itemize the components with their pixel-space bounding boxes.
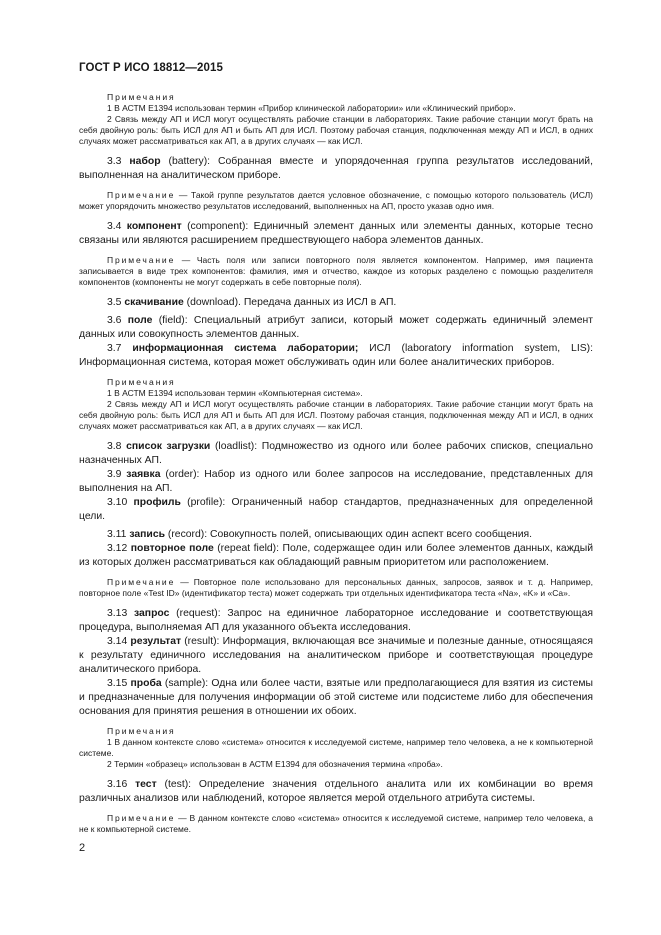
term-number: 3.3 [107, 156, 122, 167]
term-name: тест [135, 779, 157, 790]
note-label: Примечание [107, 813, 176, 823]
term-name: повторное поле [130, 543, 214, 554]
term-definition [79, 542, 593, 570]
note-text: — Повторное поле использовано для персональных данных, запросов, заявок и т. д. Например, повторное поле «Test ID» (идентификатор теста) может содержать три отдельных идентификатора теста «Na», «K» и «Ca». [79, 577, 593, 598]
notes-block [79, 726, 593, 770]
term-definition [79, 220, 593, 248]
notes-block [79, 92, 593, 147]
term-definition [79, 342, 593, 370]
term-number: 3.11 [107, 529, 127, 540]
term-name: набор [129, 156, 161, 167]
term-number: 3.10 [107, 497, 128, 508]
term-number: 3.6 [107, 315, 122, 326]
term-name: поле [127, 315, 153, 326]
note-label: Примечание [107, 190, 176, 200]
notes-title: Примечания [107, 726, 176, 736]
single-note [79, 577, 593, 599]
page-number: 2 [79, 842, 86, 854]
notes-title: Примечания [107, 377, 176, 387]
term-text: (record): Совокупность полей, описывающих один аспект всего сообщения. [164, 529, 533, 540]
term-number: 3.13 [107, 608, 128, 619]
term-name: компонент [126, 221, 182, 232]
note-text: — Такой группе результатов дается условное обозначение, с помощью которого пользователь (ИСЛ) может упорядочить множество результатов исследований, выполненных на АП, просто указав одно имя. [79, 190, 593, 211]
note-label: Примечание [107, 577, 176, 587]
term-text: ИСЛ (laboratory information system, LIS): Информационная система, которая может обслуживать один или более аналитических приборов. [79, 343, 593, 368]
term-name: запись [129, 529, 165, 540]
note-item: 2 Связь между АП и ИСЛ могут осуществлять рабочие станции в лабораториях. Такие рабочие станции могут брать на себя двойную роль: быть ИСЛ для АП и быть АП для ИСЛ. Поэтому рабочая станция, подключенная между АП и ИСЛ, в одних случаях может рассматриваться как АП, а в других случаях — как ИСЛ. [79, 399, 593, 431]
term-name: результат [130, 636, 182, 647]
term-definition [79, 296, 593, 310]
term-text: (battery): Собранная вместе и упорядоченная группа результатов исследований, выполненная на аналитическом приборе. [79, 156, 594, 181]
term-definition [79, 440, 593, 468]
note-item: 1 В данном контексте слово «система» относится к исследуемой системе, например тело человека, а не к компьютерной системе. [79, 737, 593, 758]
note-label: Примечание [107, 255, 176, 265]
term-definition [79, 468, 593, 496]
term-definition [79, 496, 593, 524]
notes-title: Примечания [107, 92, 176, 102]
note-item: 2 Связь между АП и ИСЛ могут осуществлять рабочие станции в лабораториях. Такие рабочие станции могут брать на себя двойную роль: быть ИСЛ для АП и быть АП для ИСЛ. Поэтому рабочая станция, подключенная между АП и ИСЛ, в одних случаях может рассматриваться как АП, а в других случаях — как ИСЛ. [79, 114, 593, 146]
term-definition [79, 155, 593, 183]
term-text: (sample): Одна или более части, взятые или предполагающиеся для взятия из системы и предназначенные для получения информации об этой системе или подсистеме либо для обеспечения основания для принятия решения в отношении их обоих. [79, 678, 594, 717]
note-text: — Часть поля или записи повторного поля является компонентом. Например, имя пациента записывается в виде трех компонентов: фамилия, имя и отчество, каждое из которых разделено с помощью разделителя компонентов (компоненты не могут содержать в себе повторные поля). [79, 255, 593, 287]
term-number: 3.8 [107, 441, 122, 452]
document-header: ГОСТ Р ИСО 18812—2015 [79, 62, 224, 74]
document-body [79, 92, 593, 835]
term-definition [79, 528, 593, 542]
note-item: 2 Термин «образец» использован в АСТМ Е1394 для обозначения термина «проба». [107, 759, 443, 769]
note-text: — В данном контексте слово «система» относится к исследуемой системе, например тело человека, а не к компьютерной системе. [79, 813, 593, 834]
note-item: 1 В АСТМ Е1394 использован термин «Компьютерная система». [107, 388, 363, 398]
term-definition [79, 677, 593, 719]
term-name: запрос [134, 608, 170, 619]
term-name: скачивание [124, 297, 184, 308]
term-text: (profile): Ограниченный набор стандартов, предназначенных для определенной цели. [79, 497, 593, 522]
term-number: 3.5 [107, 297, 122, 308]
term-name: информационная система лаборатории; [132, 343, 359, 354]
term-number: 3.9 [107, 469, 122, 480]
single-note [79, 190, 593, 212]
term-definition [79, 607, 593, 635]
term-definition [79, 778, 593, 806]
term-name: список загрузки [126, 441, 211, 452]
notes-block [79, 377, 593, 432]
term-number: 3.4 [107, 221, 122, 232]
term-number: 3.15 [107, 678, 128, 689]
term-number: 3.12 [107, 543, 128, 554]
term-text: (download). Передача данных из ИСЛ в АП. [183, 297, 397, 308]
term-text: (field): Специальный атрибут записи, который может содержать единичный элемент данных или совокупность элементов данных. [79, 315, 594, 340]
term-definition [79, 635, 593, 677]
single-note [79, 255, 593, 288]
term-text: (test): Определение значения отдельного аналита или их комбинации во время различных анализов или наблюдений, которое является мерой отдельного атрибута системы. [79, 779, 593, 804]
term-text: (loadlist): Подмножество из одного или более рабочих списков, специально назначенных АП. [79, 441, 593, 466]
term-number: 3.16 [107, 779, 128, 790]
term-name: проба [130, 678, 162, 689]
term-text: (repeat field): Поле, содержащее один или более элементов данных, каждый из которых должен рассматриваться как обладающий равным приоритетом или расположением. [79, 543, 593, 568]
term-number: 3.14 [107, 636, 128, 647]
term-number: 3.7 [107, 343, 122, 354]
term-name: заявка [126, 469, 161, 480]
term-definition [79, 314, 593, 342]
term-text: (result): Информация, включающая все значимые и полезные данные, относящаяся к результату единичного исследования на аналитическом приборе и соответствующая процедуре аналитического прибора. [79, 636, 593, 675]
term-text: (order): Набор из одного или более запросов на исследование, представленных для выполнения на АП. [79, 469, 593, 494]
term-name: профиль [133, 497, 181, 508]
note-item: 1 В АСТМ Е1394 использован термин «Прибор клинической лаборатории» или «Клинический прибор». [107, 103, 516, 113]
term-text: (request): Запрос на единичное лабораторное исследование и соответствующая процедура, выполняемая АП для указанного объекта исследования. [79, 608, 593, 633]
term-text: (component): Единичный элемент данных или элементы данных, которые тесно связаны или являются расширением предшествующего набора элементов данных. [79, 221, 593, 246]
single-note [79, 813, 593, 835]
